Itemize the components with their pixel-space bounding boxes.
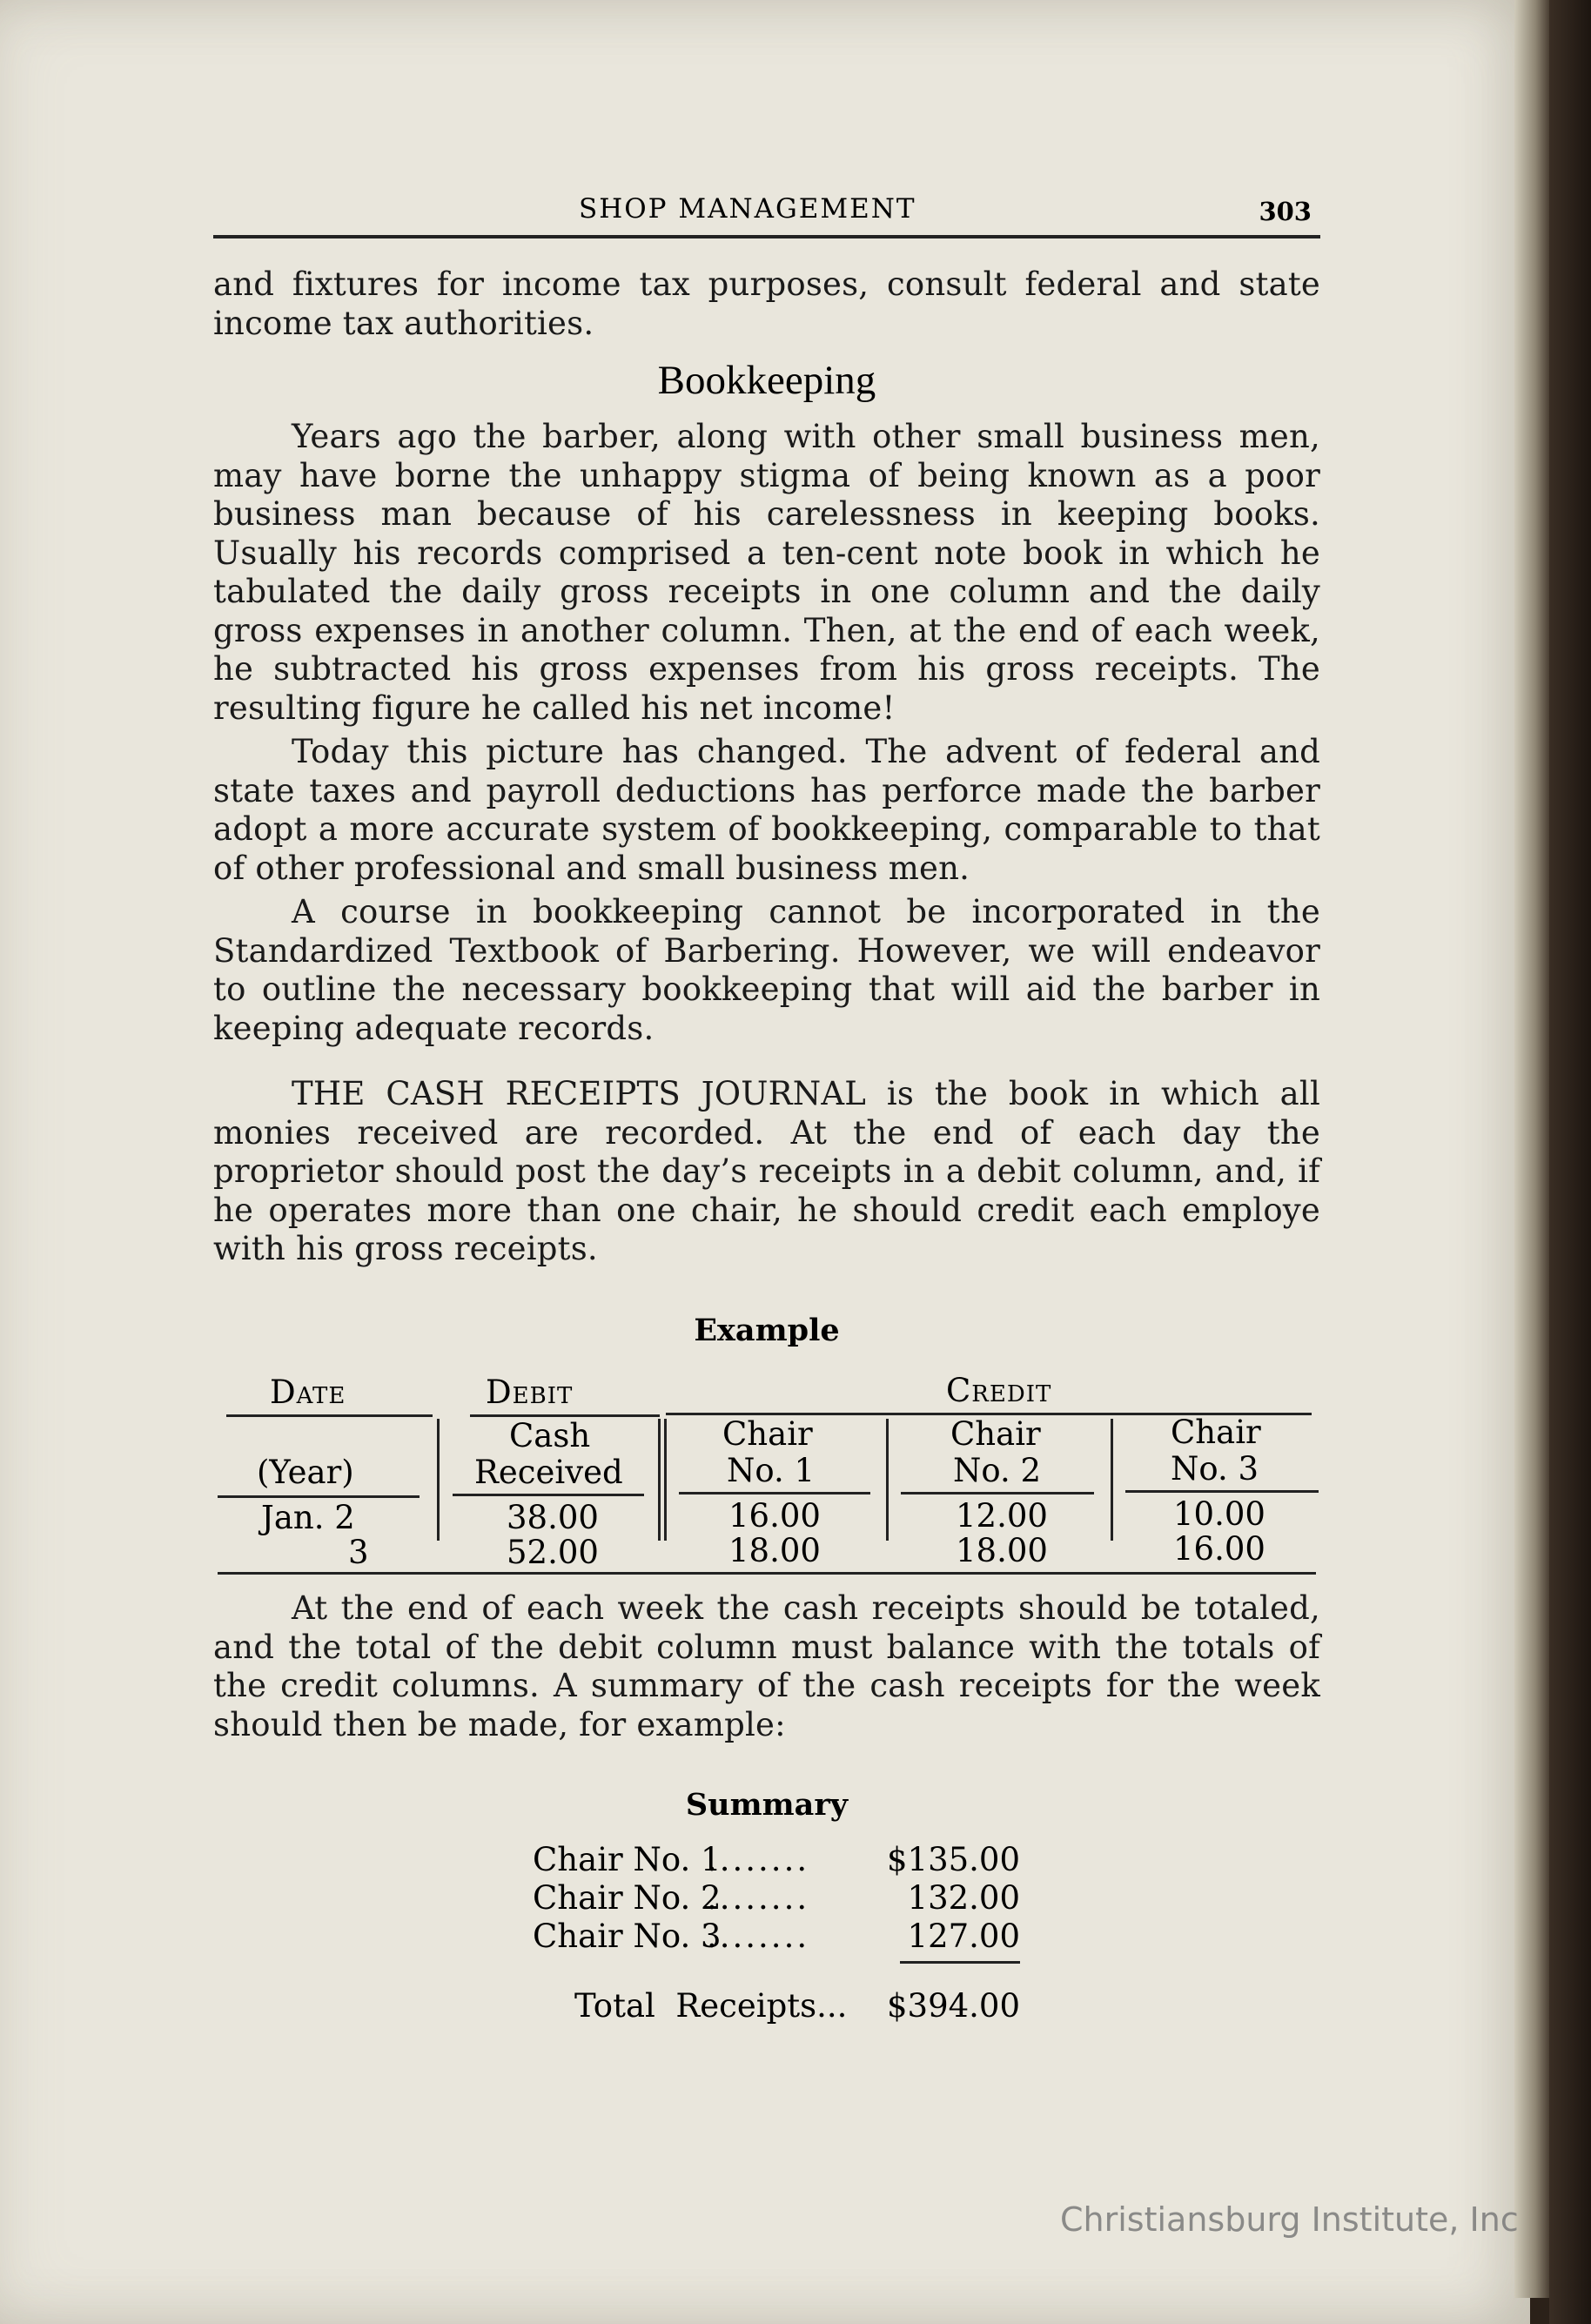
col-divider-4: [1111, 1419, 1113, 1541]
row1-chair2: 12.00: [956, 1497, 1048, 1535]
after-text-block: [213, 1589, 1320, 1744]
page-number: 303: [1259, 197, 1312, 226]
summary-label: Chair No. 1: [533, 1841, 722, 1878]
date-header-rule: [226, 1414, 433, 1417]
summary-title: Summary: [685, 1787, 849, 1823]
credit-group-header: Credit: [946, 1372, 1052, 1409]
row1-chair3: 10.00: [1173, 1495, 1265, 1533]
summary-label: Chair No. 2: [533, 1879, 722, 1917]
row2-chair2: 18.00: [956, 1532, 1048, 1569]
row2-chair3: 16.00: [1173, 1530, 1265, 1568]
paragraph-1: Years ago the barber, along with other small business men, may have borne the unhappy stigma of being known as a poor business man because of his carelessness in keeping books. Usually his records comprised a ten-cent note book in which he tabulated the daily gross receipts in one column and the daily gross expenses in another column. Then, at the end of each week, he subtracted his gross expenses from his gross receipts. The resulting figure he called his net income!: [213, 418, 1320, 727]
col-chair3-line2: No. 3: [1171, 1450, 1259, 1488]
chair2-col-rule: [901, 1492, 1094, 1494]
col-chair1-line2: No. 1: [727, 1452, 816, 1489]
col-divider-3: [886, 1419, 889, 1541]
paragraph-3: A course in bookkeeping cannot be incorporated in the Standardized Textbook of Barbering. However, we will endeavor to outline the necessary bookkeeping that will aid the barber in keeping adequate records.: [213, 893, 1320, 1047]
example-ledger-table: [213, 1367, 1320, 1584]
row2-cash: 52.00: [507, 1534, 599, 1571]
summary-block: [533, 1841, 1020, 2025]
paragraph-2: Today this picture has changed. The advent of federal and state taxes and payroll deductions has perforce made the barber adopt a more accurate system of bookkeeping, comparable to that of other professional and small business men.: [213, 733, 1320, 887]
col-chair1-line1: Chair: [722, 1415, 813, 1453]
section-heading: Bookkeeping: [657, 358, 876, 403]
paragraph-4: THE CASH RECEIPTS JOURNAL is the book in which all monies received are recorded. At the end of each day the proprietor should post the day’s receipts in a debit column, and, if he operates more than one chair, he should credit each employe with his gross receipts.: [213, 1075, 1320, 1267]
leader-dots: ........: [707, 1841, 810, 1878]
col-divider-2a: [658, 1419, 661, 1541]
chair1-col-rule: [679, 1492, 870, 1494]
summary-row: [533, 1918, 1020, 1956]
col-chair2-line2: No. 2: [953, 1452, 1042, 1489]
watermark-text: Christiansburg Institute, Inc: [1060, 2200, 1519, 2239]
summary-amount: 132.00: [907, 1879, 1020, 1917]
intro-paragraph: and fixtures for income tax purposes, consult federal and state income tax authorities.: [213, 265, 1320, 342]
summary-amount: 127.00: [907, 1918, 1020, 1955]
intro-text-block: [213, 265, 1320, 343]
leader-dots: ........: [707, 1918, 810, 1955]
leader-dots: ........: [707, 1879, 810, 1917]
row1-date: Jan. 2: [261, 1499, 355, 1536]
date-group-header: Date: [270, 1374, 346, 1411]
body-text-block-2: [213, 1075, 1320, 1269]
summary-spacer: [533, 1956, 1020, 1966]
col-chair3-line1: Chair: [1171, 1414, 1261, 1451]
summary-amount: $135.00: [886, 1841, 1020, 1878]
debit-group-header: Debit: [486, 1374, 574, 1411]
row2-chair1: 18.00: [728, 1532, 821, 1569]
col-cash-line2: Received: [474, 1454, 623, 1491]
summary-total-amount: $394.00: [886, 1987, 1020, 2025]
running-title: SHOP MANAGEMENT: [579, 193, 916, 225]
summary-row: [533, 1879, 1020, 1918]
row1-chair1: 16.00: [728, 1497, 821, 1535]
summary-row: [533, 1841, 1020, 1879]
cash-col-rule: [453, 1494, 644, 1496]
chair3-col-rule: [1125, 1490, 1319, 1493]
col-divider-1: [437, 1419, 440, 1541]
row1-cash: 38.00: [507, 1499, 599, 1536]
col-date-line2: (Year): [257, 1454, 354, 1491]
table-bottom-rule: [218, 1572, 1316, 1575]
page-edge: [1514, 0, 1549, 2298]
col-divider-2b: [664, 1419, 667, 1541]
body-text-block-1: [213, 418, 1320, 1048]
example-title: Example: [694, 1313, 840, 1348]
running-header: [213, 193, 1320, 238]
col-cash-line1: Cash: [509, 1417, 591, 1454]
col-chair2-line1: Chair: [950, 1415, 1041, 1453]
date-col-rule: [218, 1495, 420, 1498]
summary-total-label: Total Receipts...: [574, 1987, 848, 2025]
paragraph-5: At the end of each week the cash receipts should be totaled, and the total of the debit column must balance with the totals of the credit columns. A summary of the cash receipts for the week should then be made, for example:: [213, 1589, 1320, 1743]
summary-label: Chair No. 3: [533, 1918, 722, 1955]
row2-date: 3: [348, 1534, 369, 1571]
book-binding: [1549, 0, 1591, 2324]
summary-total-row: [533, 1987, 1020, 2025]
summary-total-rule: [900, 1961, 1020, 1964]
